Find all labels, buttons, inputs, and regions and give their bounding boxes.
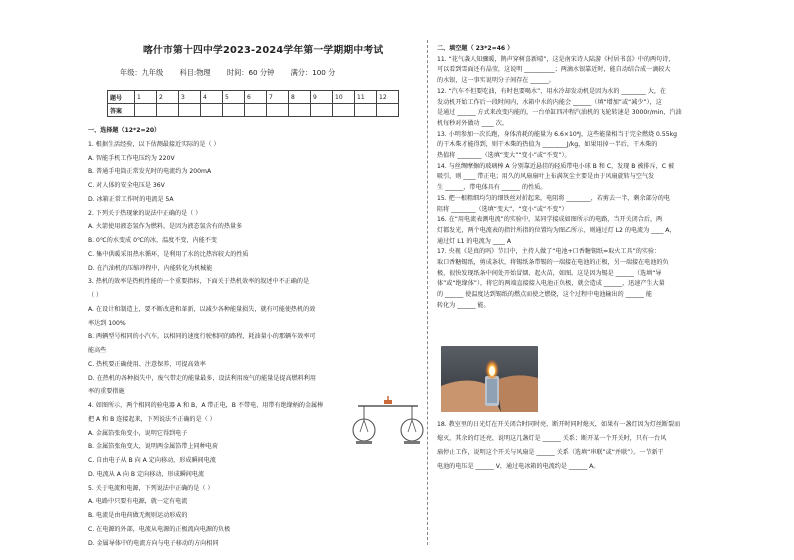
answer-cell[interactable] [157,104,179,117]
question-line: C. 对人体的安全电压是 36V [88,182,165,189]
question-line: 15. 把一根粗细均匀的细铁丝对折起来，电阻将 ________，若剪去一半，剩余部分的电 [437,194,670,202]
question-line: A. 电路中只要有电源，就一定有电流 [88,498,188,506]
exam-title: 喀什市第十四中学2023-2024学年第一学期期中考试 [143,45,384,56]
electroscope-diagram [336,392,431,452]
question-line: 把 A 和 B 连接起来，下列说法不正确的是（ ） [88,415,216,423]
question-line: 17. 央视《是真的吗》节目中，主持人做了“电池+口香糖锡纸=取火工具”的实验： [437,248,661,256]
question-line: C. 自由电子从 B 向 A 定向移动，形成瞬间电流 [88,457,216,464]
question-line: A. 智能手机工作电压约为 220V [88,154,175,162]
question-line: B. 普通手电筒正常发光时的电流约为 200mA [88,168,212,176]
question-line: 的 ______ 使温度达到锡纸的燃点而使之燃烧，这个过程中电池输出的 ______ 能 [437,291,652,299]
score-table-cell: 10 [333,91,355,104]
question-line: 率的重要措施 [88,388,125,396]
question-line: （ ） [88,292,103,299]
score-table-cell: 1 [135,91,157,104]
score-table-row-answers [108,104,399,117]
question-line: 取口香糖锡纸，剪成条状，将锡纸条带锡的一端接在电池的正极，另一端接在电池的负 [437,259,669,266]
question-line: A. 在设计和制造上，要不断改进和革新，以减少各种能量损失，就有可能使热机的效 [88,305,316,313]
score-table-head-number: 题号 [108,91,135,104]
question-line: 热值将 ________（选填“变大”“变小”或“不变”）。 [437,152,571,159]
question-line: 12. “汽车不但要吃油，有时也要喝水”，用水冷却发动机是因为水的 ________ 大，在 [437,87,667,95]
answer-cell[interactable] [289,104,311,117]
question-line: B. 金属箔张角变大，说明两金属箔带上同种电荷 [88,443,218,451]
answer-cell[interactable] [201,104,223,117]
score-table-cell: 6 [245,91,267,104]
question-line: 3. 热机的效率是热机性能的一个重要指标，下面关于热机效率的叙述中不正确的是 [88,278,310,286]
exam-info [120,68,349,78]
question-line: B. 0℃的水变成 0℃的冰，温度不变，内能不变 [88,237,217,244]
question-line: 极，很快发现纸条中间处开始冒烟、起火苗，如图。这是因为锡是 ______（选填“导 [437,269,662,277]
score-table-cell: 11 [355,91,377,104]
question-line: D. 电流从 A 向 B 定向移动，形成瞬间电流 [88,470,205,478]
score-table-cell: 7 [267,91,289,104]
question-line: 的干木柴才能得到，则干木柴的热值为 ________J/kg，如果用掉一半后，干木柴的 [437,141,658,149]
question-line: 的水银，这一事实说明分子间存在 ______。 [437,77,555,85]
column-divider [427,40,428,545]
question-line: 转化为 ______ 能。 [437,301,490,309]
question-line: C. 热机要正确使用、注意保养，可提高效率 [88,360,206,368]
question-line: 14. 与丝绸摩擦的玻璃棒 A 分别靠近悬挂的轻质带电小球 B 和 C，发现 B 被排斥，C 被 [437,162,675,170]
score-table-cell: 4 [201,91,223,104]
score-table [107,90,399,117]
question-line: D. 在汽油机的压缩冲程中，内能转化为机械能 [88,264,213,272]
question-line: 率达到 100% [88,319,126,327]
answer-cell[interactable] [333,104,355,117]
electroscope-a [353,419,375,441]
question-line: C. 集中供暖采用热水循环，是利用了水的比热容较大的性质 [88,250,249,258]
question-line: 5. 关于电流和电源，下列说法中正确的是（ ） [88,484,214,492]
score-table-cell: 12 [377,91,399,104]
subject-label: 科目:物理 [179,68,211,77]
question-line: 13. 小明参加一次长跑，身体消耗的能量为 6.6×10⁶J，这些能量相当于完全燃烧 0.55kg [437,130,677,138]
score-table-cell: 2 [157,91,179,104]
question-line: 熄灭，其余的灯还亮，说明这几盏灯是 ______ 关系；断开某一个开关时，只有一台风 [437,435,667,442]
question-line: 18. 教室里的日光灯在开关闭合时同时亮，断开时同时熄灭，如果有一盏灯因为灯丝断裂而 [437,421,681,428]
question-line: 11. “花气袭人知骤暖，鹊声穿树喜新晴”，这是南宋诗人陆游《村居书喜》中的两句诗， [437,55,675,63]
question-line: 体”或“绝缘体”），将它的两端直接接入电池正负极，就会造成 ______，迅速产生大量 [437,280,665,288]
question-line: 能高些 [88,347,107,354]
question-line: 16. 在“用电流表测电流”的实验中，某同学接成如图所示的电路，当开关闭合后，两 [437,216,663,224]
question-line: A. 金属箔张角变小，说明它得到电子 [88,429,188,437]
answer-cell[interactable] [135,104,157,117]
question-line: A. 火箭使用液态氢作为燃料，是因为液态氢含有的热量多 [88,223,243,231]
score-table-cell: 8 [289,91,311,104]
answer-cell[interactable] [377,104,399,117]
question-line: 阻将 ________（选填“变大”、“变小”或“不变”） [437,205,568,213]
question-line: 1. 根据生活经验，以下估测最接近实际的是（ ） [88,140,220,148]
question-line: 是通过 ______ 方式来改变内能的，一台单缸四冲程汽油机的飞轮转速是 3000r/min，汽油 [437,109,682,117]
question-line: 电池的电压是 ______ V，通过电冰箱的电流约是 ______ A。 [437,463,600,470]
question-line: 灯都发光，两个电流表的指针所指的位置均为图乙所示，则通过灯 L2 的电流为 ____ A， [437,226,676,234]
question-line: 发动机开始工作后一段时间内，水箱中水的内能会 ______（填“增加”或“减少”），这 [437,98,662,106]
grade-label: 年级：九年级 [120,68,164,77]
question-line: 2. 下列关于热现象的说法中正确的是（ ） [88,209,202,217]
time-label: 时间：60 分钟 [226,68,275,77]
score-table-cell: 5 [223,91,245,104]
question-line: D. 在热机的各种损失中，废气带走的能量最多，设法利用废气的能量是提高燃料利用 [88,374,316,382]
section-heading: 一、选择题（12*2=20） [88,127,161,134]
answer-cell[interactable] [179,104,201,117]
electroscope-b [401,419,423,441]
question-line: 吸引，则 ____ 带正电；用久的风扇扇叶上布满灰尘主要是由于风扇旋转与空气发 [437,173,655,181]
score-table-cell: 9 [311,91,333,104]
question-line: D. 冰箱正常工作时的电流是 5A [88,195,174,203]
score-table-row-numbers [108,91,399,104]
lighter-experiment-photo [441,346,538,412]
answer-cell[interactable] [223,104,245,117]
question-line: B. 两辆型号相同的小汽车，以相同的速度行驶相同的路程，耗油量小的那辆车效率可 [88,333,316,341]
section-heading: 二、填空题（ 23*2=46 ） [437,45,514,52]
score-table-head-answer: 答案 [108,104,135,117]
question-line: 通过灯 L1 的电流为 ____ A [437,237,512,245]
full-score-label: 满分：100 分 [290,68,336,77]
score-table-cell: 3 [179,91,201,104]
answer-cell[interactable] [267,104,289,117]
question-line: 可以看到雪面还有晶莹，这说明 __________；两滴水银靠近时，能自动结合成一滴较大 [437,66,671,74]
question-line: 4. 如图所示，两个相同的验电器 A 和 B，A 带正电，B 不带电，用带有绝缘柄的金属棒 [88,402,324,409]
answer-cell[interactable] [245,104,267,117]
answer-cell[interactable] [355,104,377,117]
question-line: C. 在电源的外部，电流从电源的正极流向电源的负极 [88,525,231,533]
question-line: B. 电流是由电荷做无规则运动形成的 [88,512,188,519]
question-line: 扇停止工作，说明这个开关与风扇是 ______ 关系（选填“串联”或“并联”）。一节新干 [437,449,664,456]
question-line: D. 金属导体中的电流方向与电子移动的方向相同 [88,539,219,547]
answer-cell[interactable] [311,104,333,117]
question-line: 生 ______，带电体具有 ______ 的性质。 [437,184,547,192]
question-line: 机每秒对外做功 ____ 次。 [437,119,508,127]
